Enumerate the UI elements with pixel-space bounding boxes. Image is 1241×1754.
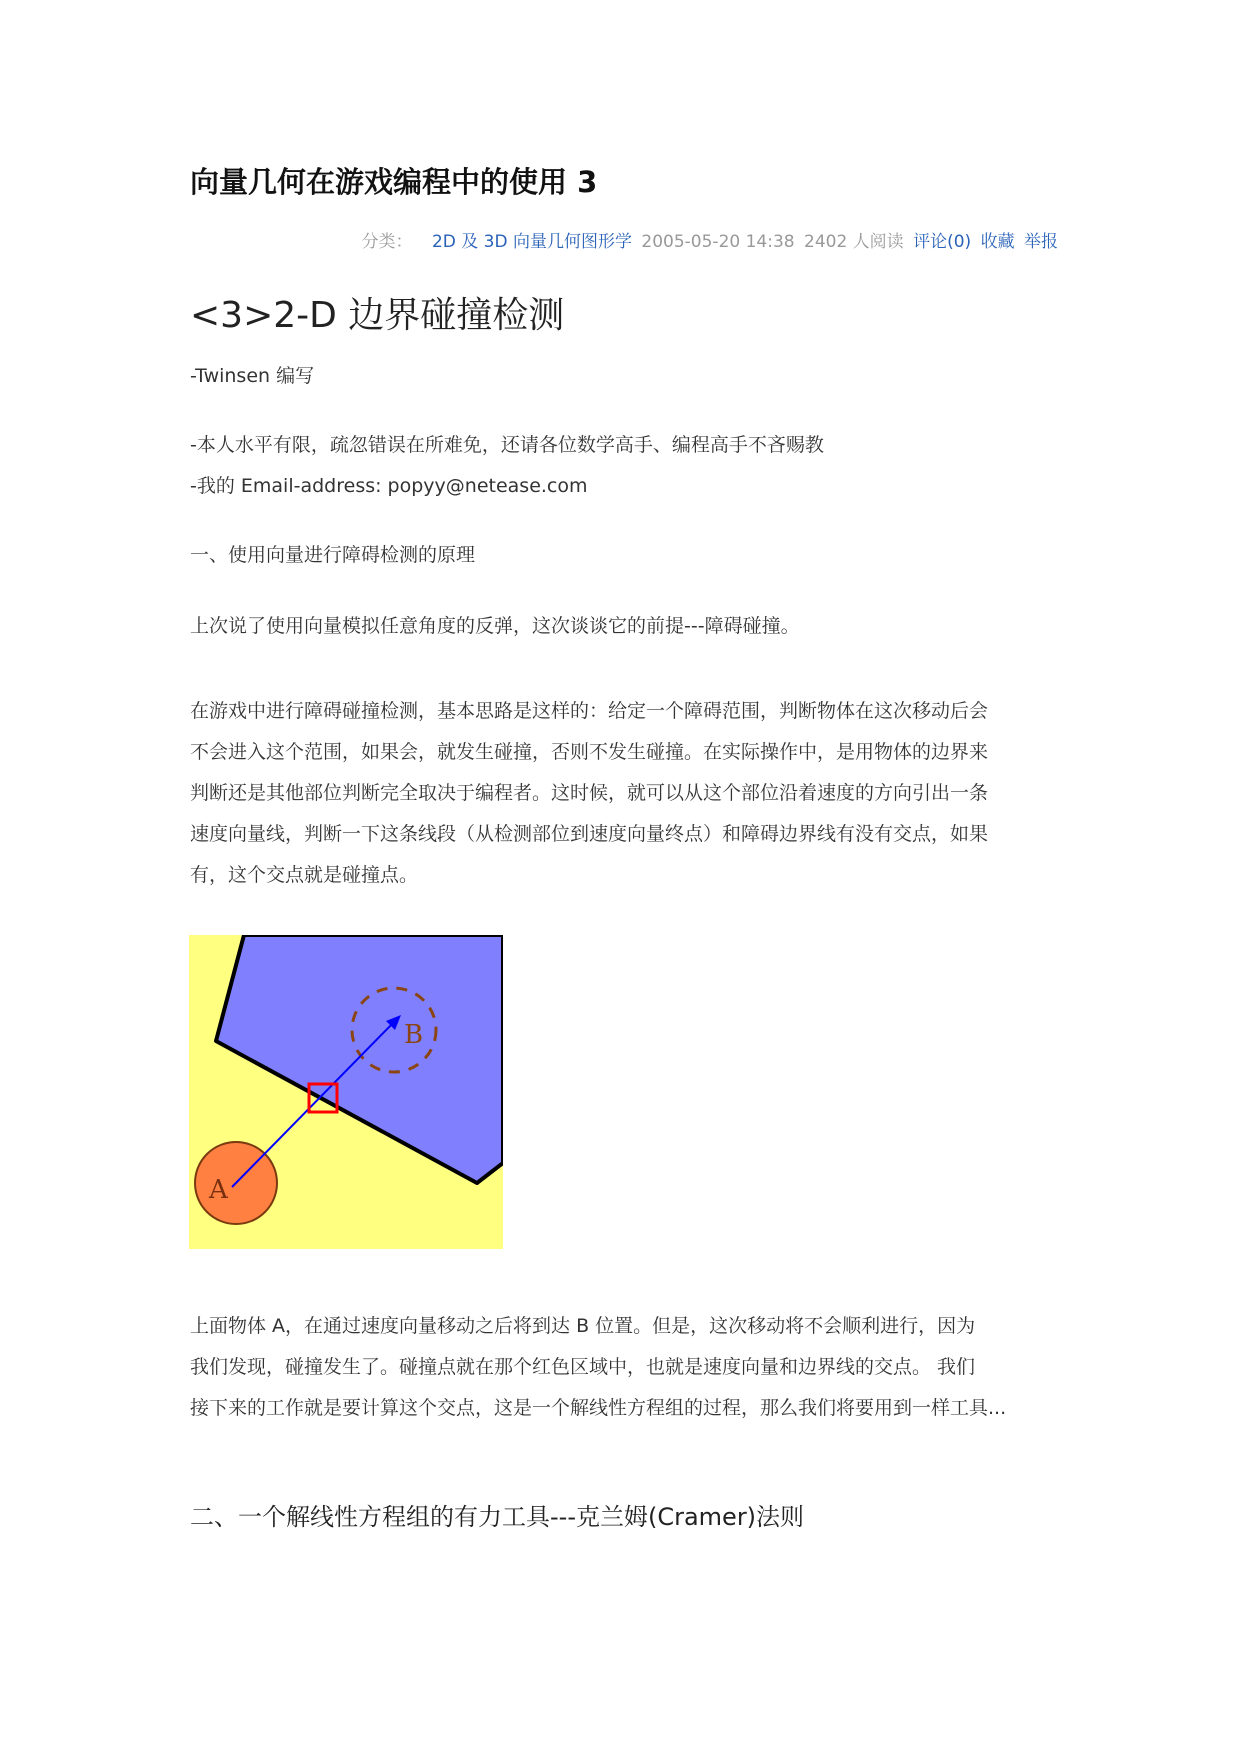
paragraph-line: 在游戏中进行障碍碰撞检测，基本思路是这样的：给定一个障碍范围，判断物体在这次移动后会	[190, 700, 989, 722]
category-link[interactable]: 2D 及 3D 向量几何图形学	[431, 232, 632, 252]
paragraph-line: 接下来的工作就是要计算这个交点，这是一个解线性方程组的过程，那么我们将要用到一样工具...	[190, 1397, 1007, 1419]
disclaimer-line: -本人水平有限，疏忽错误在所难免，还请各位数学高手、编程高手不吝赐教	[190, 434, 824, 456]
comments-link[interactable]: 评论(0)	[913, 232, 972, 252]
paragraph-line: 我们发现，碰撞发生了。碰撞点就在那个红色区域中，也就是速度向量和边界线的交点。 我们	[190, 1356, 976, 1378]
section1-title: 一、使用向量进行障碍检测的原理	[190, 544, 476, 566]
email-line: -我的 Email-address: popyy@netease.com	[190, 475, 588, 497]
section2-title: 二、一个解线性方程组的有力工具---克兰姆(Cramer)法则	[190, 1503, 805, 1531]
paragraph-2	[190, 1306, 1060, 1429]
paragraph-line: 不会进入这个范围，如果会，就发生碰撞，否则不发生碰撞。在实际操作中，是用物体的边界来	[190, 741, 989, 763]
label-b: B	[404, 1020, 424, 1050]
category-label: 分类：	[361, 232, 413, 252]
paragraph-line: 判断还是其他部位判断完全取决于编程者。这时候，就可以从这个部位沿着速度的方向引出一条	[190, 782, 989, 804]
article-meta	[358, 230, 1058, 254]
paragraph-line: 上面物体 A，在通过速度向量移动之后将到达 B 位置。但是，这次移动将不会顺利进行，因为	[190, 1315, 976, 1337]
intro-line: 上次说了使用向量模拟任意角度的反弹，这次谈谈它的前提---障碍碰撞。	[190, 615, 800, 637]
author-line: -Twinsen 编写	[190, 365, 315, 387]
collision-diagram	[189, 935, 503, 1249]
label-a: A	[209, 1175, 228, 1205]
paragraph-1	[190, 691, 1060, 896]
post-datetime: 2005-05-20 14:38	[641, 232, 795, 252]
paragraph-line: 有，这个交点就是碰撞点。	[190, 864, 419, 886]
report-link[interactable]: 举报	[1024, 232, 1058, 252]
favorite-link[interactable]: 收藏	[980, 232, 1015, 252]
section-heading: <3>2-D 边界碰撞检测	[190, 295, 565, 336]
read-count: 2402 人阅读	[804, 232, 904, 252]
paragraph-line: 速度向量线，判断一下这条线段（从检测部位到速度向量终点）和障碍边界线有没有交点，如果	[190, 823, 989, 845]
article-title: 向量几何在游戏编程中的使用 3	[190, 165, 598, 199]
